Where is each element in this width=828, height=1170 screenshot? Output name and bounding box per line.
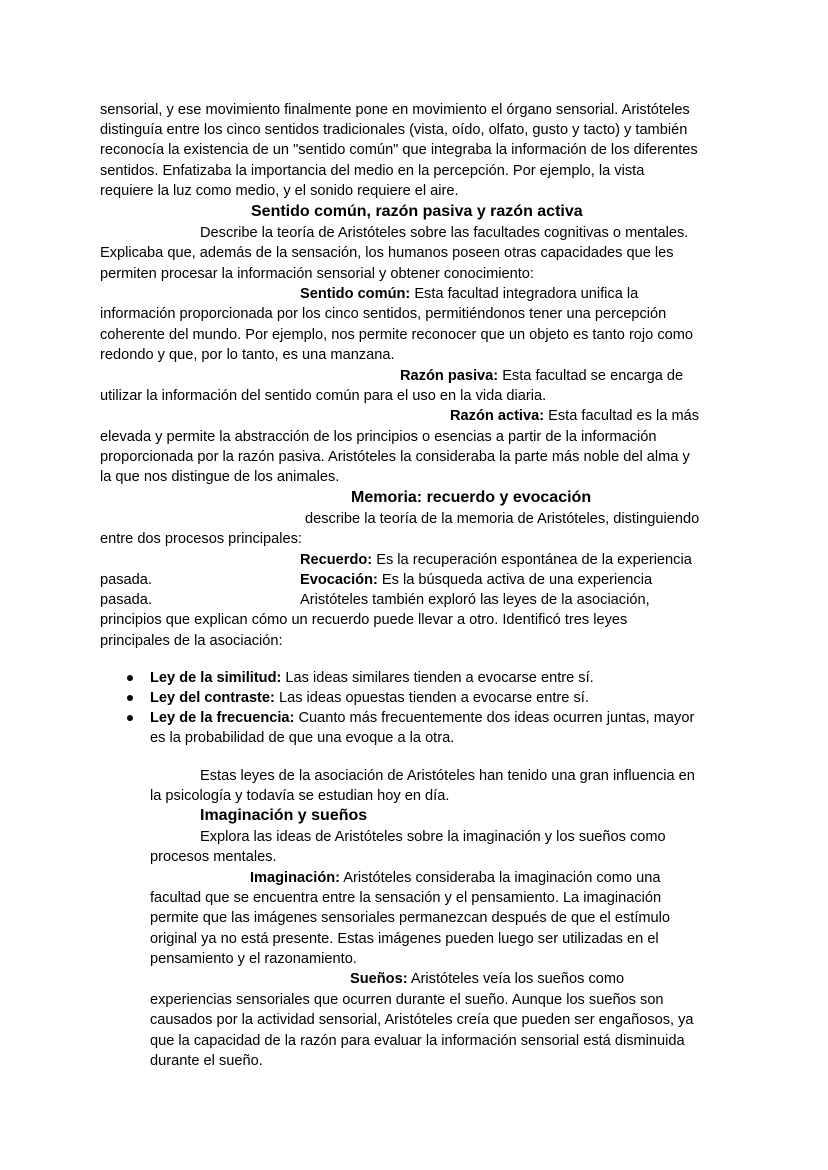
suenos-text: Aristóteles veía los sueños como — [407, 971, 625, 987]
imaginacion-label: Imaginación: — [250, 870, 341, 886]
section1-para-line-3: permiten procesar la información sensorial y obtener conocimiento: — [100, 266, 534, 282]
section2-para-line-1: describe la teoría de la memoria de Aristóteles, distinguiendo — [305, 511, 700, 527]
closing-line-2: la psicología y todavía se estudian hoy en día. — [150, 788, 450, 804]
evocacion-label: Evocación: — [300, 572, 378, 588]
law-similitud — [150, 668, 594, 688]
section2-para-line-2: entre dos procesos principales: — [100, 531, 302, 547]
intro-line-1: sensorial, y ese movimiento finalmente pone en movimiento el órgano sensorial. Aristóteles — [100, 102, 690, 118]
closing-line-1: Estas leyes de la asociación de Aristóteles han tenido una gran influencia en — [200, 768, 695, 784]
razon-activa-line-2: elevada y permite la abstracción de los principios o esencias a partir de la información — [100, 429, 657, 445]
razon-activa-line-3: proporcionada por la razón pasiva. Aristóteles la consideraba la parte más noble del alma y — [100, 449, 690, 465]
suenos-line-2: experiencias sensoriales que ocurren durante el sueño. Aunque los sueños son — [150, 992, 664, 1008]
asociacion-line-1: Aristóteles también exploró las leyes de la asociación, — [300, 592, 650, 608]
section1-para-line-2: Explicaba que, además de la sensación, los humanos poseen otras capacidades que les — [100, 245, 674, 261]
suenos-label: Sueños: — [350, 971, 408, 987]
intro-line-3: reconocía la existencia de un "sentido común" que integraba la información de los diferentes — [100, 142, 698, 158]
sentido-comun-text: Esta facultad integradora unifica la — [410, 286, 639, 302]
imaginacion-line-2: facultad que se encuentra entre la sensación y el pensamiento. La imaginación — [150, 890, 662, 906]
imaginacion-line-1 — [250, 868, 660, 888]
asociacion-line-3: principales de la asociación: — [100, 633, 283, 649]
evocacion-line-1 — [300, 570, 652, 590]
law-contraste-text: Las ideas opuestas tienden a evocarse entre sí. — [274, 690, 589, 706]
recuerdo-line-2: pasada. — [100, 572, 152, 588]
law-frecuencia — [150, 708, 694, 728]
law-similitud-text: Las ideas similares tienden a evocarse entre sí. — [281, 670, 594, 686]
section-heading-memoria: Memoria: recuerdo y evocación — [351, 489, 592, 506]
imaginacion-line-5: pensamiento y el razonamiento. — [150, 951, 357, 967]
section-heading-imaginacion: Imaginación y sueños — [200, 807, 368, 824]
evocacion-line-2: pasada. — [100, 592, 152, 608]
razon-pasiva-line-2: utilizar la información del sentido común para el uso en la vida diaria. — [100, 388, 547, 404]
imaginacion-line-3: permite que las imágenes sensoriales permanezcan después de que el estímulo — [150, 910, 671, 926]
law-contraste — [150, 688, 589, 708]
suenos-line-5: durante el sueño. — [150, 1053, 263, 1069]
recuerdo-label: Recuerdo: — [300, 552, 373, 568]
sentido-comun-line-1 — [300, 284, 638, 304]
sentido-comun-line-4: redondo y que, por lo tanto, es una manzana. — [100, 347, 395, 363]
imaginacion-text: Aristóteles consideraba la imaginación como una — [340, 870, 661, 886]
asociacion-line-2: principios que explican cómo un recuerdo puede llevar a otro. Identificó tres leyes — [100, 612, 628, 628]
imaginacion-line-4: original ya no está presente. Estas imágenes pueden luego ser utilizadas en el — [150, 931, 659, 947]
razon-pasiva-line-1 — [400, 366, 683, 386]
recuerdo-text: Es la recuperación espontánea de la experiencia — [372, 552, 692, 568]
razon-activa-label: Razón activa: — [450, 408, 545, 424]
law-frecuencia-label: Ley de la frecuencia: — [150, 710, 295, 726]
evocacion-text: Es la búsqueda activa de una experiencia — [377, 572, 653, 588]
suenos-line-1 — [350, 969, 624, 989]
razon-activa-text: Esta facultad es la más — [544, 408, 700, 424]
razon-pasiva-text: Esta facultad se encarga de — [498, 368, 684, 384]
intro-line-4: sentidos. Enfatizaba la importancia del medio en la percepción. Por ejemplo, la vista — [100, 163, 645, 179]
law-similitud-label: Ley de la similitud: — [150, 670, 282, 686]
section3-para-line-2: procesos mentales. — [150, 849, 277, 865]
law-frecuencia-text: Cuanto más frecuentemente dos ideas ocurren juntas, mayor — [294, 710, 695, 726]
bullet-icon — [127, 675, 133, 681]
razon-activa-line-1 — [450, 406, 699, 426]
section3-para-line-1: Explora las ideas de Aristóteles sobre la imaginación y los sueños como — [200, 829, 666, 845]
law-frecuencia-line-2: es la probabilidad de que una evoque a la otra. — [150, 730, 455, 746]
sentido-comun-label: Sentido común: — [300, 286, 411, 302]
intro-line-5: requiere la luz como medio, y el sonido requiere el aire. — [100, 183, 459, 199]
section-heading-sentido-comun: Sentido común, razón pasiva y razón activa — [251, 203, 583, 220]
suenos-line-3: causados por la actividad sensorial, Aristóteles creía que pueden ser engañosos, ya — [150, 1012, 694, 1028]
sentido-comun-line-2: información proporcionada por los cinco sentidos, permitiéndonos tener una percepción — [100, 306, 667, 322]
intro-line-2: distinguía entre los cinco sentidos tradicionales (vista, oído, olfato, gusto y tacto) y también — [100, 122, 688, 138]
section1-para-line-1: Describe la teoría de Aristóteles sobre las facultades cognitivas o mentales. — [200, 225, 689, 241]
law-contraste-label: Ley del contraste: — [150, 690, 275, 706]
recuerdo-line-1 — [300, 550, 692, 570]
razon-activa-line-4: la que nos distingue de los animales. — [100, 469, 340, 485]
razon-pasiva-label: Razón pasiva: — [400, 368, 499, 384]
bullet-icon — [127, 715, 133, 721]
bullet-icon — [127, 695, 133, 701]
suenos-line-4: que la capacidad de la razón para evaluar la información sensorial está disminuida — [150, 1033, 685, 1049]
sentido-comun-line-3: coherente del mundo. Por ejemplo, nos permite reconocer que un objeto es tanto rojo como — [100, 327, 694, 343]
